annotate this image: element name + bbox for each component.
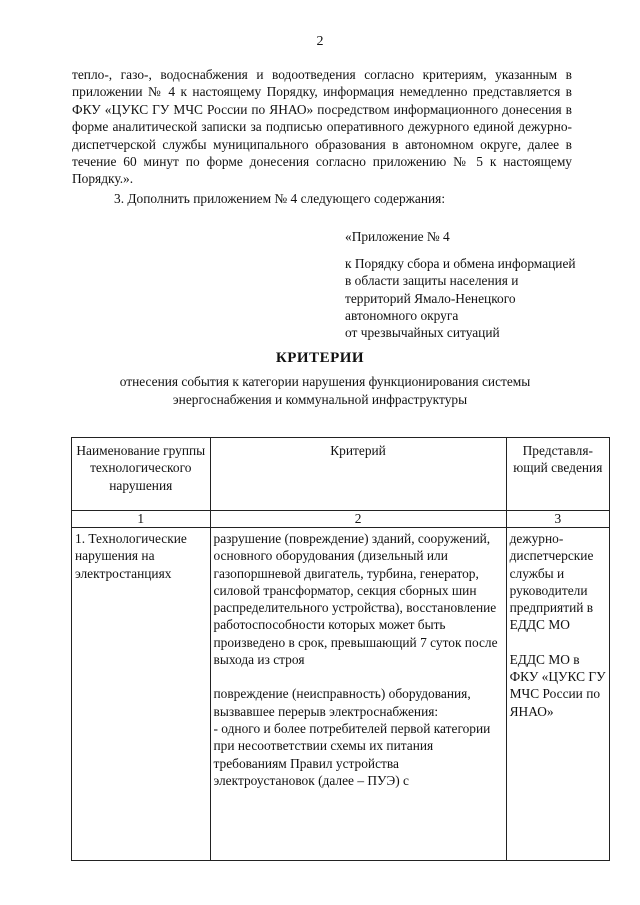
responsible-text: дежурно-диспетчерские службы и руководители предприятий в ЕДДС МО (509, 531, 594, 633)
intro-paragraph (72, 66, 572, 188)
page-number: 2 (316, 34, 324, 49)
document-title: КРИТЕРИИ (275, 350, 365, 366)
document-subtitle (0, 373, 640, 409)
criterion-cell (210, 528, 506, 861)
column-number: 3 (506, 511, 609, 528)
appendix-line: территорий Ямало-Ненецкого (345, 290, 516, 306)
criteria-table (71, 437, 610, 861)
column-header-criterion: Критерий (210, 438, 506, 511)
criterion-list-item: - одного и более потребителей первой категории при несоответствии схемы их питания требованиям Правил устройства электроустановок (далее – ПУЭ) с (213, 720, 491, 788)
subtitle-line: отнесения события к категории нарушения функционирования системы (119, 374, 531, 389)
appendix-line: от чрезвычайных ситуаций (345, 325, 500, 341)
responsible-text: ЕДДС МО в ФКУ «ЦУКС ГУ МЧС России по ЯНАО» (509, 651, 606, 719)
column-header-group: Наименование группы технологического нарушения (72, 438, 211, 511)
responsible-cell (506, 528, 609, 861)
criterion-text: разрушение (повреждение) зданий, сооружений, основного оборудования (дизельный или газопоршневой двигатель, турбина, генератор, силовой трансформатор, секция сборных шин распределительного устройства), восстановление работоспособности которых может быть произведено в срок, превышающий 7 суток после выхода из строя (213, 531, 498, 668)
item-3-text: 3. Дополнить приложением № 4 следующего содержания: (114, 191, 446, 206)
appendix-line: в области защиты населения и (345, 273, 519, 289)
column-number: 2 (210, 511, 506, 528)
table-number-row (72, 511, 610, 528)
intro-text: тепло-, газо-, водоснабжения и водоотведения согласно критериям, указанным в приложении № 4 к настоящему Порядку, информация немедленно представляется в ФКУ «ЦУКС ГУ МЧС России по ЯНАО» посредством информационного донесения в форме аналитической записки за подписью оперативного дежурного единой дежурно-диспетчерской службы муниципального образования в автономном округе, далее в течение 60 минут по форме донесения согласно приложению № 5 к настоящему Порядку.». (72, 67, 572, 187)
appendix-line: к Порядку сбора и обмена информацией (345, 256, 576, 272)
appendix-title: «Приложение № 4 (345, 229, 450, 244)
subtitle-line: энергоснабжения и коммунальной инфраструктуры (172, 392, 468, 407)
group-cell: 1. Технологические нарушения на электростанциях (72, 528, 211, 861)
appendix-line: автономного округа (345, 307, 459, 323)
table-row (72, 528, 610, 861)
criterion-text: повреждение (неисправность) оборудования, вызвавшее перерыв электроснабжения: (213, 686, 471, 719)
column-number: 1 (72, 511, 211, 528)
appendix-reference (345, 228, 615, 341)
column-header-responsible: Представля-ющий сведения (506, 438, 609, 511)
table-header-row (72, 438, 610, 511)
